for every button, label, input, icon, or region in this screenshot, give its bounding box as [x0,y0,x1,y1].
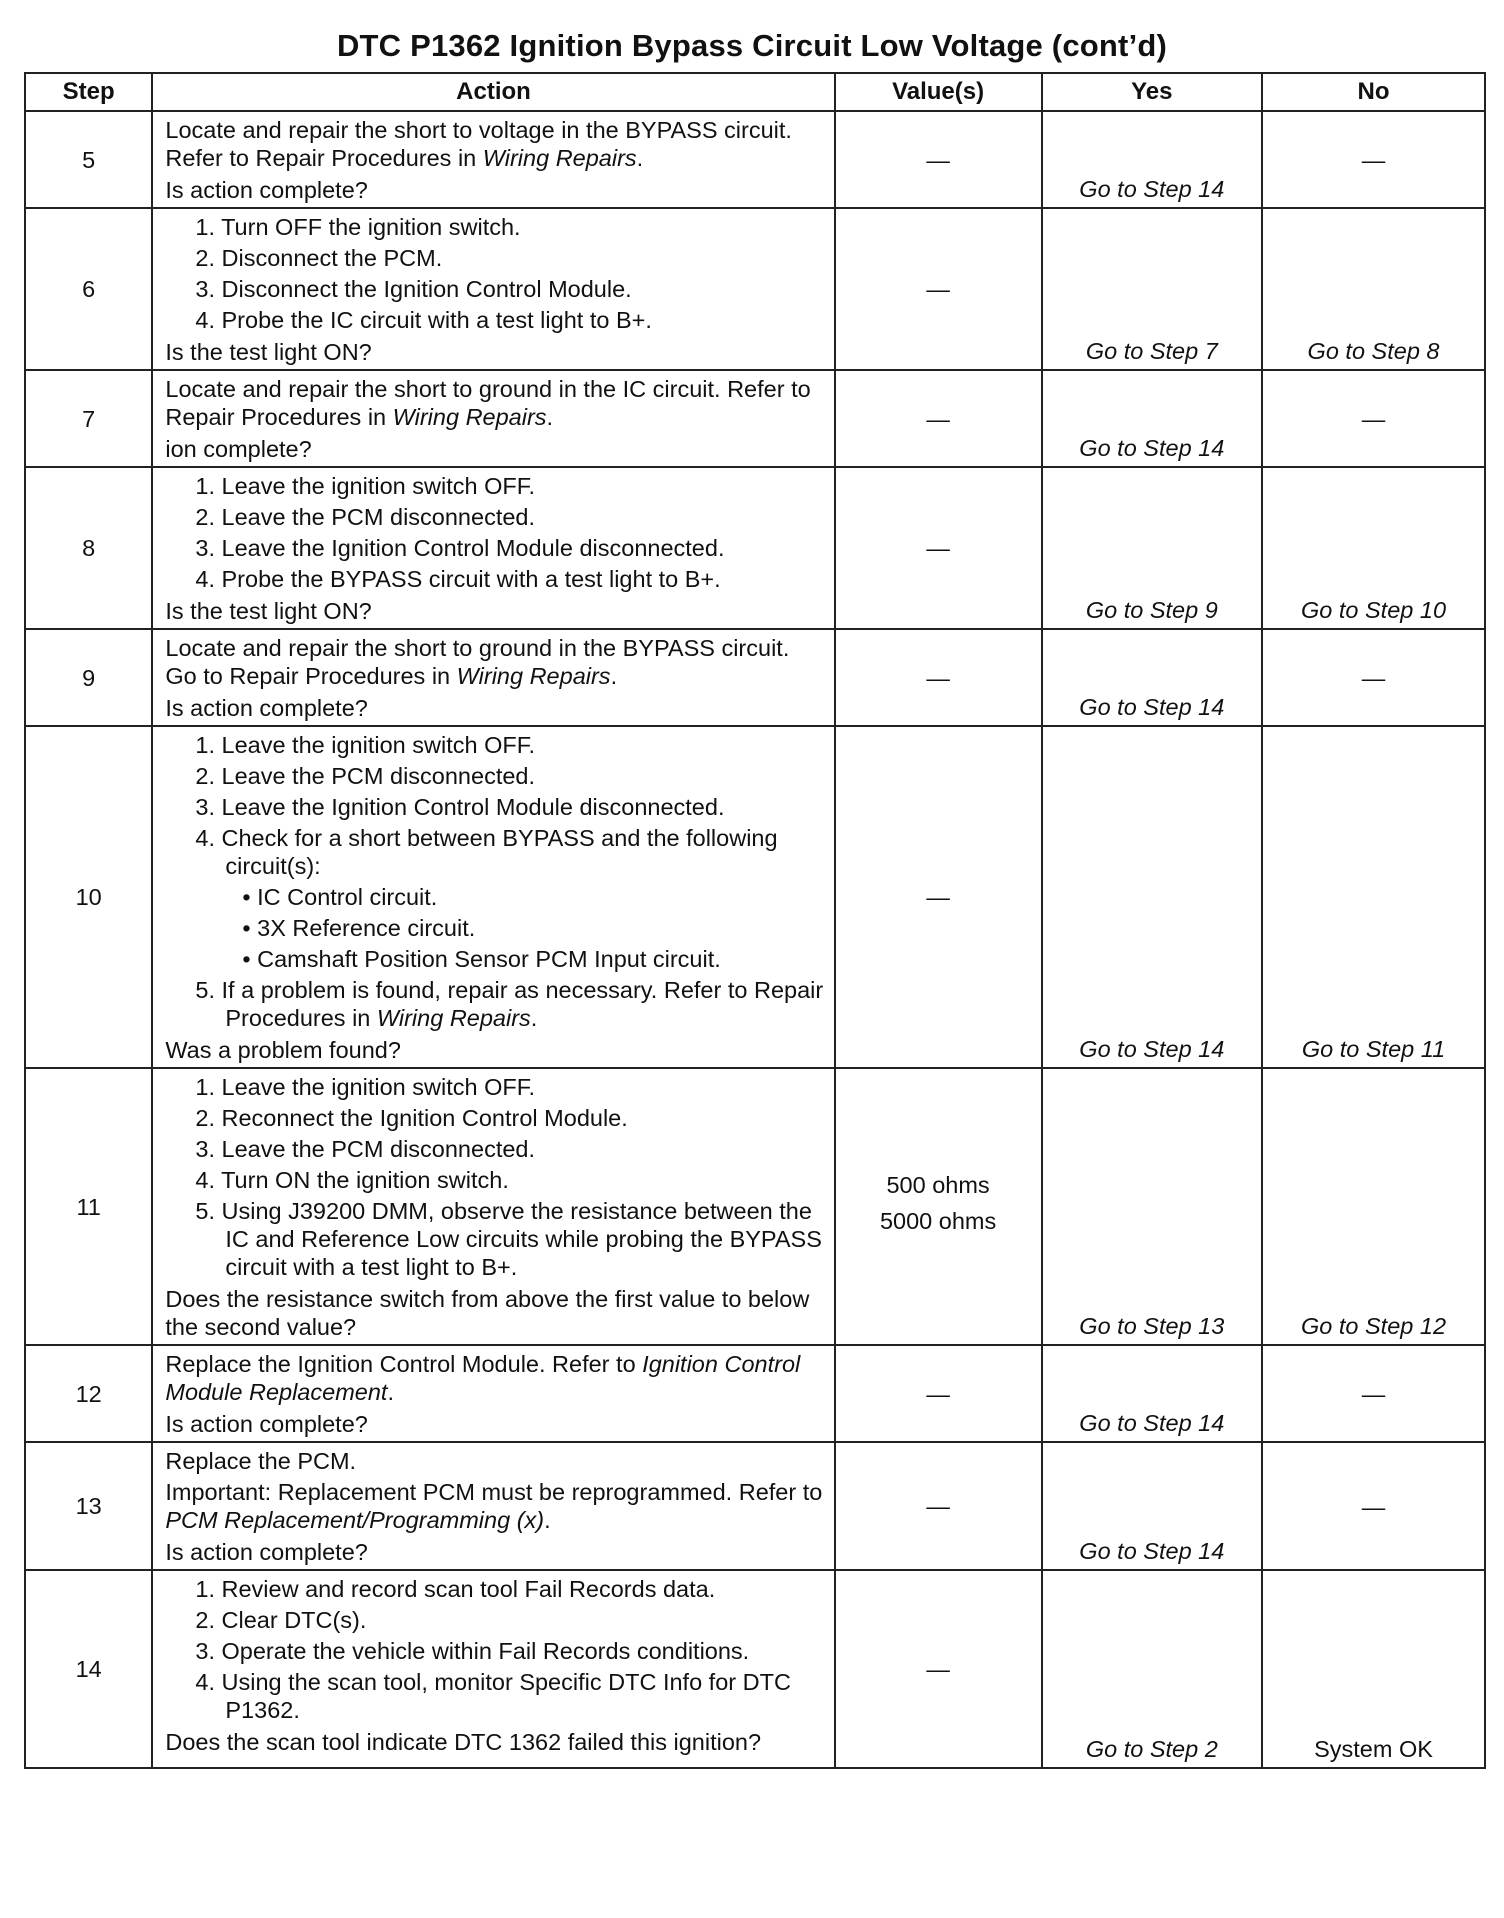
col-header-value: Value(s) [835,73,1042,111]
yes-cell: Go to Step 14 [1042,111,1262,208]
value-cell: — [835,1345,1042,1442]
step-number: 10 [25,726,152,1068]
action-question: ion complete? [165,436,312,462]
action-cell [152,1345,834,1442]
step-number: 8 [25,467,152,629]
action-cell [152,467,834,629]
no-cell: — [1262,1442,1485,1570]
no-cell: — [1262,1345,1485,1442]
table-header-row [25,73,1485,111]
value-cell: — [835,370,1042,467]
list-item: 2. Reconnect the Ignition Control Module. [195,1105,628,1131]
no-cell: — [1262,111,1485,208]
list-item: 2. Disconnect the PCM. [195,245,443,271]
list-item: 4. Check for a short between BYPASS and the following circuit(s): [195,825,778,879]
list-item: 4. Probe the IC circuit with a test light to B+. [195,307,652,333]
no-cell: Go to Step 10 [1262,467,1485,629]
value-cell [835,1068,1042,1345]
col-header-yes: Yes [1042,73,1262,111]
action-question: Is the test light ON? [165,339,372,365]
yes-cell: Go to Step 14 [1042,1442,1262,1570]
list-item: 3. Leave the Ignition Control Module disconnected. [195,535,725,561]
diagnostic-table [24,72,1486,1769]
col-header-step: Step [25,73,152,111]
wiring-repairs-ref: Wiring Repairs [376,1005,531,1031]
action-question: Is action complete? [165,1539,368,1565]
step-number: 9 [25,629,152,726]
icm-replacement-ref: Ignition Control Module Replacement [165,1351,801,1405]
table-row [25,208,1485,370]
list-item: 4. Using the scan tool, monitor Specific DTC Info for DTC P1362. [195,1669,791,1723]
list-item: 3. Leave the Ignition Control Module disconnected. [195,794,725,820]
yes-cell: Go to Step 14 [1042,629,1262,726]
value-cell: — [835,1442,1042,1570]
bullet-item: • IC Control circuit. [242,884,438,910]
table-row [25,1068,1485,1345]
important-note: Important: Replacement PCM must be reprogrammed. Refer to PCM Replacement/Programming (x). [165,1479,823,1533]
no-cell: Go to Step 12 [1262,1068,1485,1345]
list-item: 3. Disconnect the Ignition Control Module. [195,276,632,302]
action-question: Does the resistance switch from above the first value to below the second value? [165,1286,810,1340]
action-question: Is action complete? [165,1411,368,1437]
list-item: 1. Leave the ignition switch OFF. [195,732,535,758]
step-number: 5 [25,111,152,208]
action-question: Is the test light ON? [165,598,372,624]
list-item: 5. Using J39200 DMM, observe the resistance between the IC and Reference Low circuits while probing the BYPASS circuit with a test light to B+. [195,1198,822,1280]
value-cell: — [835,208,1042,370]
table-row [25,1345,1485,1442]
step-number: 7 [25,370,152,467]
list-item: 2. Leave the PCM disconnected. [195,504,536,530]
no-cell: — [1262,629,1485,726]
table-row [25,726,1485,1068]
no-cell: Go to Step 11 [1262,726,1485,1068]
step-number: 14 [25,1570,152,1768]
table-row [25,111,1485,208]
list-item: 4. Probe the BYPASS circuit with a test light to B+. [195,566,721,592]
yes-cell: Go to Step 13 [1042,1068,1262,1345]
table-row [25,467,1485,629]
value-cell: — [835,111,1042,208]
list-item: 2. Clear DTC(s). [195,1607,367,1633]
value-cell: — [835,1570,1042,1768]
action-question: Is action complete? [165,695,368,721]
step-number: 6 [25,208,152,370]
action-cell [152,726,834,1068]
value-first: 500 ohms [886,1171,990,1198]
yes-cell: Go to Step 14 [1042,726,1262,1068]
step-number: 12 [25,1345,152,1442]
no-cell: System OK [1262,1570,1485,1768]
yes-cell: Go to Step 14 [1042,1345,1262,1442]
action-cell [152,111,834,208]
list-item: 5. If a problem is found, repair as necessary. Refer to Repair Procedures in Wiring Repairs. [195,977,824,1031]
action-text: Replace the PCM. [165,1448,357,1474]
yes-cell: Go to Step 2 [1042,1570,1262,1768]
list-item: 1. Leave the ignition switch OFF. [195,473,535,499]
no-cell: — [1262,370,1485,467]
bullet-item: • 3X Reference circuit. [242,915,476,941]
no-cell: Go to Step 8 [1262,208,1485,370]
value-cell: — [835,726,1042,1068]
yes-cell: Go to Step 7 [1042,208,1262,370]
list-item: 3. Operate the vehicle within Fail Records conditions. [195,1638,750,1664]
list-item: 4. Turn ON the ignition switch. [195,1167,509,1193]
action-cell [152,1570,834,1768]
yes-cell: Go to Step 14 [1042,370,1262,467]
list-item: 3. Leave the PCM disconnected. [195,1136,536,1162]
action-question: Is action complete? [165,177,368,203]
action-cell [152,1442,834,1570]
wiring-repairs-ref: Wiring Repairs [456,663,611,689]
action-text: Locate and repair the short to ground in the IC circuit. Refer to Repair Procedures in Wiring Repairs. [165,376,811,430]
list-item: 1. Review and record scan tool Fail Records data. [195,1576,716,1602]
wiring-repairs-ref: Wiring Repairs [482,145,637,171]
action-cell [152,629,834,726]
table-row [25,629,1485,726]
action-cell [152,1068,834,1345]
table-row [25,1570,1485,1768]
step-number: 13 [25,1442,152,1570]
page-title: DTC P1362 Ignition Bypass Circuit Low Voltage (cont’d) [336,28,1168,63]
wiring-repairs-ref: Wiring Repairs [392,404,547,430]
action-question: Does the scan tool indicate DTC 1362 failed this ignition? [165,1729,762,1755]
action-text: Locate and repair the short to voltage in the BYPASS circuit. Refer to Repair Procedures in Wiring Repairs. [165,117,792,171]
pcm-replacement-ref: PCM Replacement/Programming (x) [165,1507,545,1533]
list-item: 1. Turn OFF the ignition switch. [195,214,521,240]
action-text: Locate and repair the short to ground in the BYPASS circuit. Go to Repair Procedures in Wiring Repairs. [165,635,790,689]
value-cell: — [835,629,1042,726]
action-question: Was a problem found? [165,1037,401,1063]
list-item: 1. Leave the ignition switch OFF. [195,1074,535,1100]
table-row [25,370,1485,467]
table-row [25,1442,1485,1570]
action-text: Replace the Ignition Control Module. Refer to Ignition Control Module Replacement. [165,1351,801,1405]
col-header-action: Action [152,73,834,111]
step-number: 11 [25,1068,152,1345]
col-header-no: No [1262,73,1485,111]
yes-cell: Go to Step 9 [1042,467,1262,629]
bullet-item: • Camshaft Position Sensor PCM Input circuit. [242,946,721,972]
value-cell: — [835,467,1042,629]
list-item: 2. Leave the PCM disconnected. [195,763,536,789]
action-cell [152,370,834,467]
action-cell [152,208,834,370]
value-second: 5000 ohms [879,1207,997,1234]
